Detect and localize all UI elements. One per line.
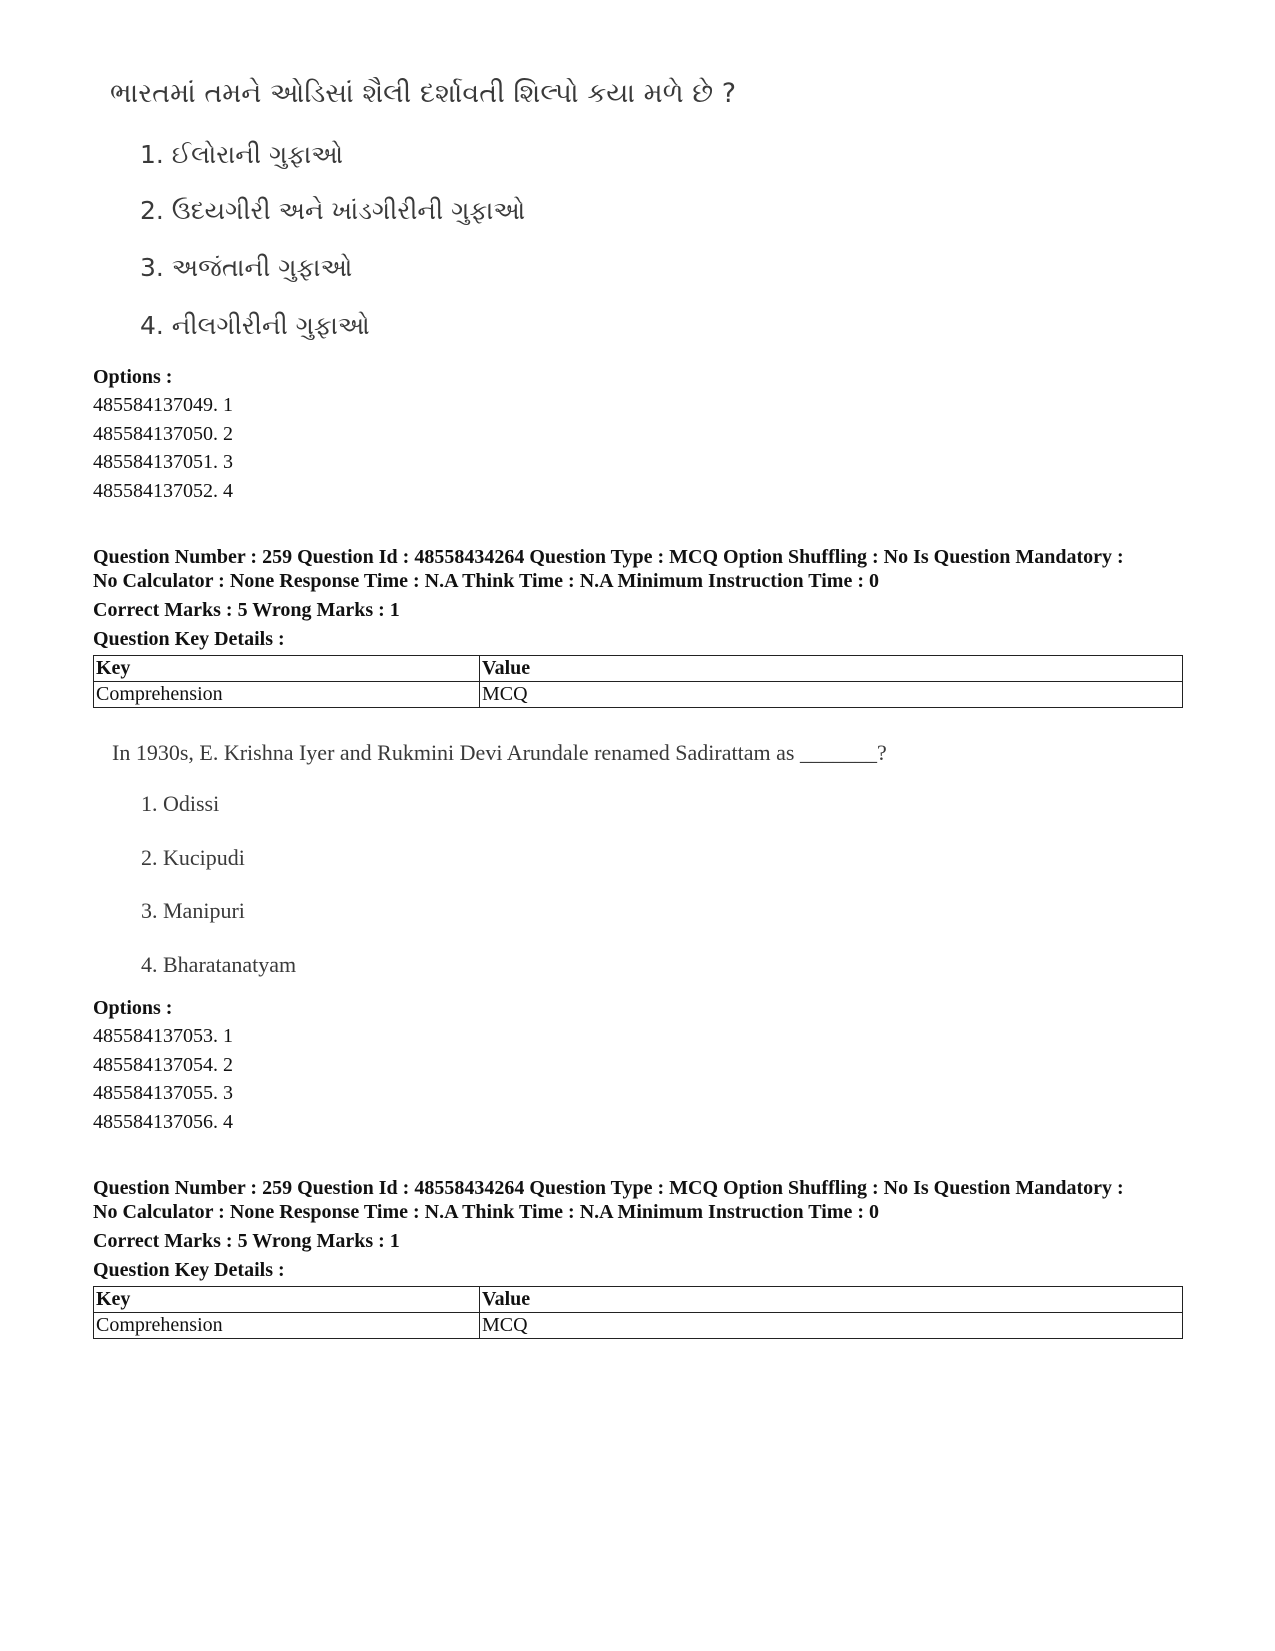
- key-details-table: [93, 1286, 1183, 1339]
- option-item: 485584137049. 1: [93, 394, 233, 416]
- table-header-key: Key: [94, 1287, 480, 1313]
- table-header-row: [94, 1287, 1183, 1313]
- option-item: 485584137052. 4: [93, 480, 233, 502]
- table-header-value: Value: [480, 656, 1183, 682]
- choice-1: 1. ઈલોરાની ગુફાઓ: [140, 140, 344, 169]
- table-row: [94, 1313, 1183, 1339]
- choice-4: 4. નીલગીરીની ગુફાઓ: [140, 311, 370, 340]
- table-cell-key: Comprehension: [94, 1313, 480, 1339]
- choice-1: 1. Odissi: [141, 791, 220, 816]
- marks-line: Correct Marks : 5 Wrong Marks : 1: [93, 599, 400, 621]
- question-stem: ભારતમાં તમને ઓડિસાં શૈલી દર્શાવતી શિલ્પો કયા મળે છે ?: [110, 78, 737, 109]
- question-meta-line-1: Question Number : 259 Question Id : 48558434264 Question Type : MCQ Option Shuffling : No Is Question Mandatory :: [93, 1177, 1124, 1199]
- table-cell-key: Comprehension: [94, 682, 480, 708]
- key-details-label: Question Key Details :: [93, 628, 285, 650]
- option-item: 485584137056. 4: [93, 1111, 233, 1133]
- key-details-table: [93, 655, 1183, 708]
- table-cell-value: MCQ: [480, 682, 1183, 708]
- option-item: 485584137053. 1: [93, 1025, 233, 1047]
- choice-3: 3. Manipuri: [141, 898, 245, 923]
- options-label: Options :: [93, 997, 173, 1019]
- question-meta-line-1: Question Number : 259 Question Id : 48558434264 Question Type : MCQ Option Shuffling : No Is Question Mandatory :: [93, 546, 1124, 568]
- marks-line: Correct Marks : 5 Wrong Marks : 1: [93, 1230, 400, 1252]
- key-details-label: Question Key Details :: [93, 1259, 285, 1281]
- choice-4: 4. Bharatanatyam: [141, 952, 297, 977]
- options-label: Options :: [93, 366, 173, 388]
- question-meta-line-2: No Calculator : None Response Time : N.A Think Time : N.A Minimum Instruction Time : 0: [93, 1201, 879, 1223]
- table-header-key: Key: [94, 656, 480, 682]
- table-cell-value: MCQ: [480, 1313, 1183, 1339]
- option-item: 485584137051. 3: [93, 451, 233, 473]
- table-row: [94, 682, 1183, 708]
- option-item: 485584137050. 2: [93, 423, 233, 445]
- option-item: 485584137054. 2: [93, 1054, 233, 1076]
- question-meta-line-2: No Calculator : None Response Time : N.A Think Time : N.A Minimum Instruction Time : 0: [93, 570, 879, 592]
- table-header-value: Value: [480, 1287, 1183, 1313]
- choice-2: 2. Kucipudi: [141, 845, 245, 870]
- choice-3: 3. અજંતાની ગુફાઓ: [140, 253, 353, 282]
- option-item: 485584137055. 3: [93, 1082, 233, 1104]
- table-header-row: [94, 656, 1183, 682]
- choice-2: 2. ઉદયગીરી અને ખાંડગીરીની ગુફાઓ: [140, 196, 526, 225]
- question-stem: In 1930s, E. Krishna Iyer and Rukmini Devi Arundale renamed Sadirattam as _______?: [112, 740, 887, 765]
